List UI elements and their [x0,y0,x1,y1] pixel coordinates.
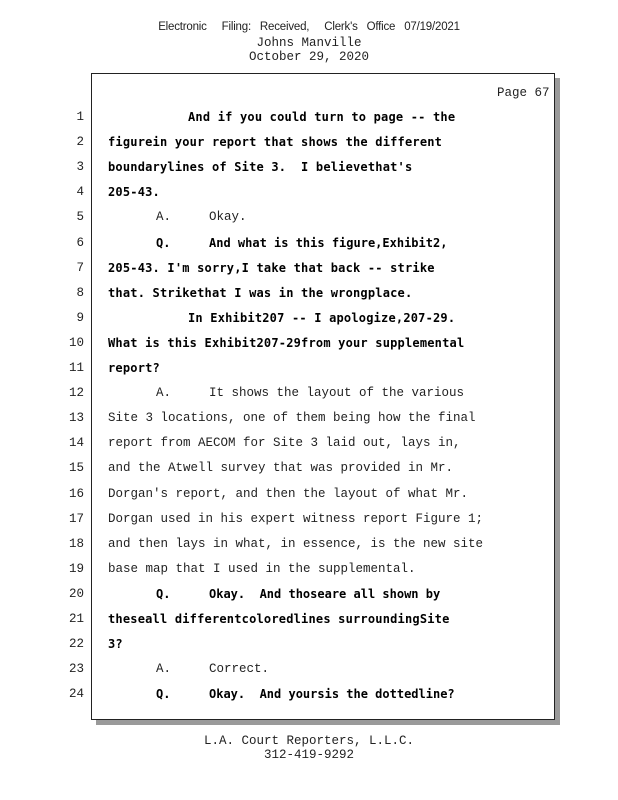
transcript-line [0,537,560,562]
line-number: 7 [76,260,84,275]
line-number: 18 [68,536,84,551]
line-text: 3? [108,637,123,652]
speaker-label: Q. [156,687,171,702]
line-text: It shows the layout of the various [209,386,465,401]
line-number: 16 [68,486,84,501]
line-text: What is this Exhibit207-29from your supplemental [108,335,465,350]
speaker-label: Q. [156,235,171,250]
line-number: 23 [68,662,84,677]
line-text: theseall differentcoloredlines surroundingSite [108,612,450,626]
line-text: that. Strikethat I was in the wrongplace. [108,285,413,300]
transcript-line [0,361,560,386]
line-number: 8 [76,285,84,300]
line-number: 1 [76,110,84,124]
transcript-line [0,311,560,336]
line-number: 6 [76,235,84,250]
line-number: 21 [68,612,84,626]
line-number: 24 [68,687,84,702]
line-number: 5 [76,210,84,225]
transcript-line [0,261,560,286]
line-text: 205-43. I'm sorry,I take that back -- strike [108,260,435,275]
line-text: and the Atwell survey that was provided in Mr. [108,461,454,476]
line-text: And what is this figure,Exhibit2, [209,235,448,250]
line-text: And if you could turn to page -- the [188,110,456,124]
line-number: 11 [68,361,84,375]
transcript-line [0,160,560,185]
line-number: 20 [68,586,84,601]
line-text: report from AECOM for Site 3 laid out, lays in, [108,436,461,451]
filing-stamp: Electronic Filing: Received, Clerk's Office 07/19/2021 [158,21,460,33]
line-number: 2 [76,135,84,150]
transcript-line [0,436,560,461]
line-number: 3 [76,160,84,175]
transcript-line [0,286,560,311]
line-number: 22 [68,637,84,652]
line-text: In Exhibit207 -- I apologize,207-29. [188,310,456,325]
transcript-line [0,386,560,411]
line-text: Dorgan used in his expert witness report Figure 1; [108,511,484,526]
court-reporter-phone: 312-419-9292 [263,748,354,762]
page-number: Page 67 [497,86,550,100]
transcript-line [0,612,560,637]
transcript-line [0,587,560,612]
line-text: Correct. [209,662,270,677]
line-text: and then lays in what, in essence, is the new site [108,536,484,551]
transcript-line [0,512,560,537]
transcript-line [0,461,560,486]
speaker-label: Q. [156,586,171,601]
transcript-line [0,210,560,235]
line-number: 10 [68,335,84,350]
line-text: Okay. And yoursis the dottedline? [209,687,455,702]
transcript-line [0,637,560,662]
speaker-label: A. [156,210,172,225]
transcript-line [0,110,560,135]
line-number: 19 [68,561,84,576]
line-text: Okay. And thoseare all shown by [209,586,441,601]
line-number: 4 [76,185,84,200]
transcript-line [0,236,560,261]
transcript-line [0,562,560,587]
line-number: 13 [68,411,84,426]
speaker-label: A. [156,386,172,401]
speaker-label: A. [156,662,172,677]
line-text: boundarylines of Site 3. I believethat's [108,160,413,175]
deponent-name: Johns Manville [256,36,362,50]
line-number: 17 [68,511,84,526]
line-number: 12 [68,386,84,401]
transcript-line [0,336,560,361]
line-text: base map that I used in the supplemental. [108,561,416,576]
line-text: 205-43. [108,185,160,200]
line-text: Okay. [209,210,247,225]
transcript-line [0,185,560,210]
court-reporter-name: L.A. Court Reporters, L.L.C. [203,734,415,748]
transcript-line [0,687,560,712]
line-number: 14 [68,436,84,451]
line-text: report? [108,361,160,375]
deposition-date: October 29, 2020 [248,50,370,64]
transcript-line [0,487,560,512]
transcript-line [0,662,560,687]
transcript-line [0,135,560,160]
line-text: Site 3 locations, one of them being how the final [108,411,476,426]
line-number: 9 [76,310,84,325]
transcript-line [0,411,560,436]
line-number: 15 [68,461,84,476]
line-text: Dorgan's report, and then the layout of what Mr. [108,486,469,501]
line-text: figurein your report that shows the different [108,135,443,150]
